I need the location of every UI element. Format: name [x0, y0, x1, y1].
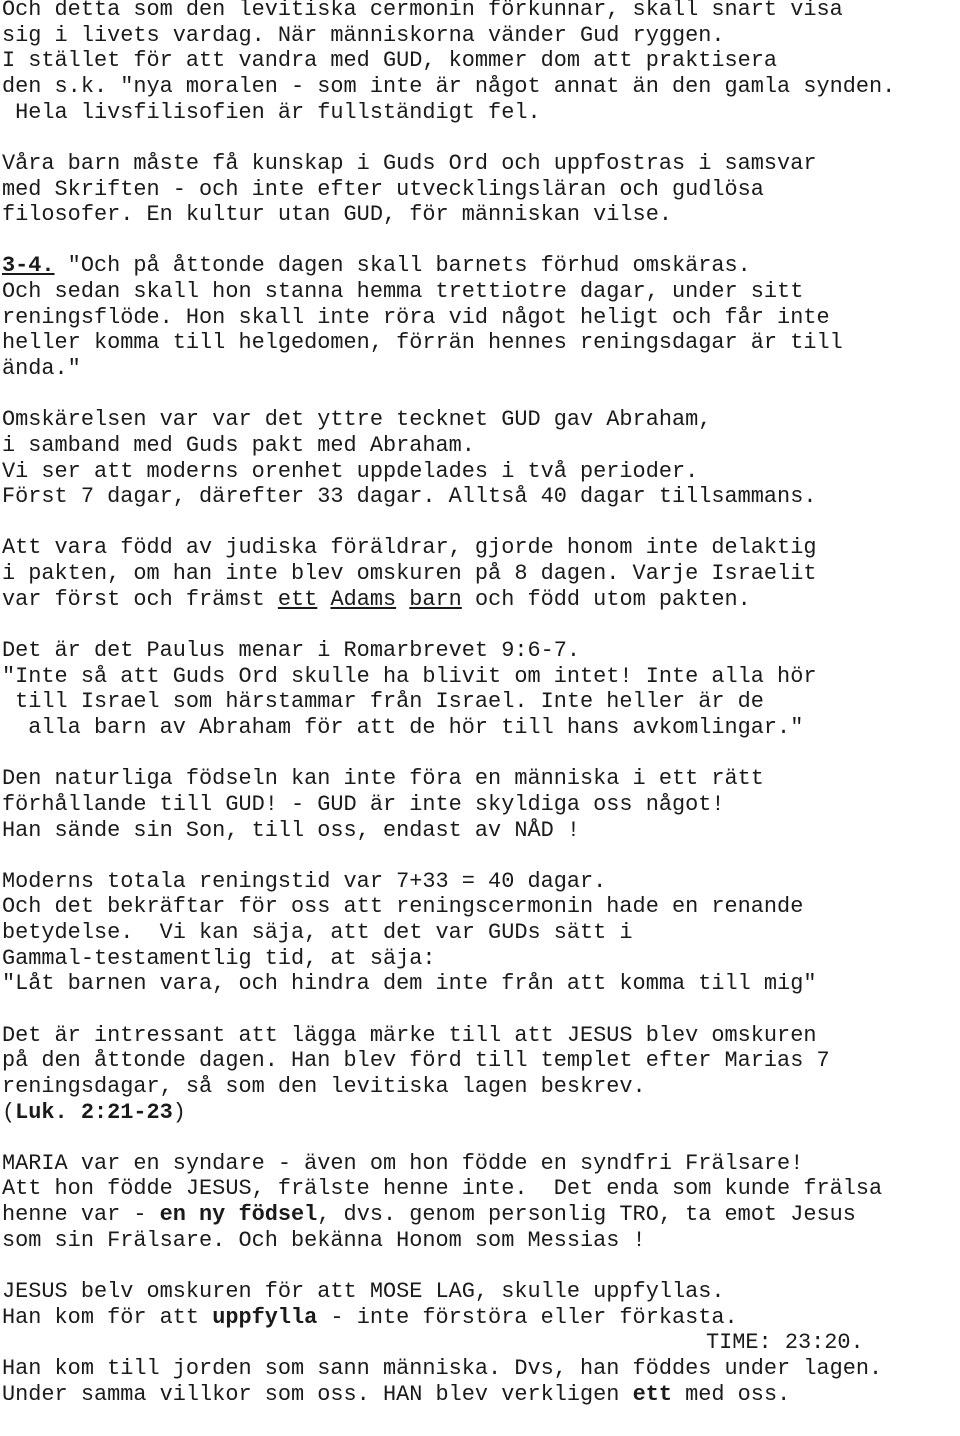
text-line: på den åttonde dagen. Han blev förd till templet efter Marias 7: [2, 1048, 830, 1074]
text-line: alla barn av Abraham för att de hör till hans avkomlingar.": [2, 714, 804, 740]
text-line: Vi ser att moderns orenhet uppdelades i två perioder.: [2, 458, 699, 484]
text-line: i pakten, om han inte blev omskuren på 8 dagen. Varje Israelit: [2, 561, 817, 587]
underlined-word: barn: [409, 586, 462, 612]
text-line: Det är intressant att lägga märke till att JESUS blev omskuren: [2, 1022, 817, 1048]
text-line: Moderns totala reningstid var 7+33 = 40 dagar.: [2, 868, 607, 894]
text-line: med Skriften - och inte efter utvecklingsläran och gudlösa: [2, 176, 764, 202]
text-line: 3-4. "Och på åttonde dagen skall barnets förhud omskäras.: [2, 253, 751, 279]
text-line: I stället för att vandra med GUD, kommer dom att praktisera: [2, 48, 778, 74]
text-line: Först 7 dagar, därefter 33 dagar. Alltså 40 dagar tillsammans.: [2, 484, 817, 510]
text-line: "Låt barnen vara, och hindra dem inte från att komma till mig": [2, 971, 817, 997]
text-line: Omskärelsen var var det yttre tecknet GUD gav Abraham,: [2, 407, 712, 433]
text-line: var först och främst ett Adams barn och född utom pakten.: [2, 586, 751, 612]
text-line: Det är det Paulus menar i Romarbrevet 9:6-7.: [2, 638, 581, 663]
text-line: den s.k. "nya moralen - som inte är något annat än den gamla synden.: [2, 73, 896, 99]
text-line: JESUS belv omskuren för att MOSE LAG, skulle uppfyllas.: [2, 1279, 725, 1304]
text-line: Våra barn måste få kunskap i Guds Ord och uppfostras i samsvar: [2, 150, 817, 176]
text-line: i samband med Guds pakt med Abraham.: [2, 432, 475, 458]
text-line: betydelse. Vi kan säja, att det var GUDs sätt i: [2, 920, 633, 945]
text-line: henne var - en ny födsel, dvs. genom personlig TRO, ta emot Jesus: [2, 1202, 856, 1228]
timestamp: TIME: 23:20.: [706, 1330, 864, 1356]
text-line: sig i livets vardag. När människorna vänder Gud ryggen.: [2, 22, 725, 48]
bible-reference: Luk. 2:21-23: [15, 1099, 173, 1125]
text-line: Under samma villkor som oss. HAN blev verkligen ett med oss.: [2, 1381, 791, 1407]
emphasis-text: uppfylla: [212, 1304, 318, 1330]
underlined-word: ett: [277, 586, 318, 612]
text-line: ända.": [2, 356, 81, 381]
text-line: Och detta som den levitiska cermonin förkunnar, skall snart visa: [2, 0, 843, 22]
text-line: reningsflöde. Hon skall inte röra vid något heligt och får inte: [2, 304, 830, 330]
underlined-word: Adams: [330, 586, 397, 612]
text-line: Han kom för att uppfylla - inte förstöra eller förkasta.: [2, 1304, 738, 1330]
text-line: Och sedan skall hon stanna hemma trettiotre dagar, under sitt: [2, 279, 804, 304]
text-line: MARIA var en syndare - även om hon födde en syndfri Frälsare!: [2, 1150, 804, 1176]
verse-reference: 3-4.: [2, 253, 55, 279]
text-line: "Inte så att Guds Ord skulle ha blivit om intet! Inte alla hör: [2, 663, 817, 689]
text-line: förhållande till GUD! - GUD är inte skyldiga oss något!: [2, 791, 725, 817]
emphasis-text: ett: [632, 1381, 672, 1407]
text-line: Och det bekräftar för oss att reningscermonin hade en renande: [2, 894, 804, 920]
text-line: reningsdagar, så som den levitiska lagen beskrev.: [2, 1073, 646, 1099]
text-line: som sin Frälsare. Och bekänna Honom som Messias !: [2, 1227, 646, 1253]
text-line: heller komma till helgedomen, förrän hennes reningsdagar är till: [2, 330, 843, 356]
text-line: Att hon födde JESUS, frälste henne inte. Det enda som kunde frälsa: [2, 1176, 883, 1202]
text-line: Han kom till jorden som sann människa. Dvs, han föddes under lagen.: [2, 1355, 883, 1381]
text-line: (Luk. 2:21-23): [2, 1099, 186, 1125]
text-line: filosofer. En kultur utan GUD, för människan vilse.: [2, 202, 672, 228]
text-line: Hela livsfilisofien är fullständigt fel.: [2, 99, 541, 125]
text-line: Gammal-testamentlig tid, at säja:: [2, 945, 436, 971]
text-line: till Israel som härstammar från Israel. Inte heller är de: [2, 689, 764, 715]
text-line: Han sände sin Son, till oss, endast av NÅD !: [2, 817, 581, 843]
text-line: Den naturliga födseln kan inte föra en människa i ett rätt: [2, 766, 764, 792]
emphasis-text: en ny födsel: [159, 1202, 318, 1228]
text-line: Att vara född av judiska föräldrar, gjorde honom inte delaktig: [2, 535, 817, 561]
